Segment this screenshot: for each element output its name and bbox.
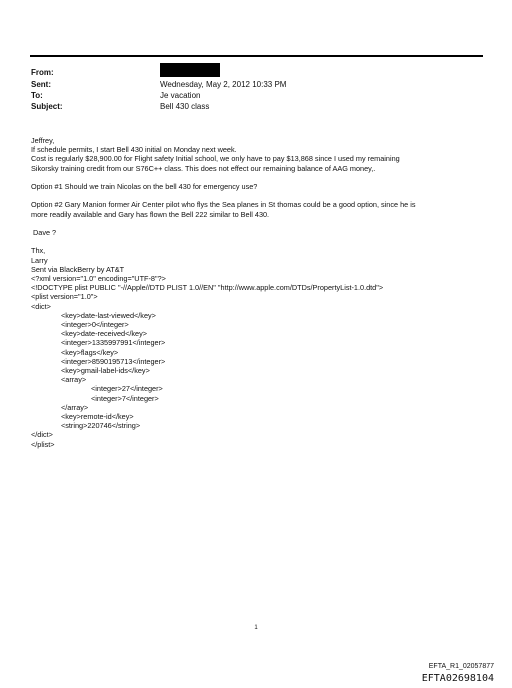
xml-line: <key>gmail-label-ids</key> bbox=[61, 366, 150, 376]
xml-line: <key>date-last-viewed</key> bbox=[61, 310, 156, 320]
xml-line: <?xml version="1.0" encoding="UTF-8"?> bbox=[31, 273, 166, 283]
redaction-box bbox=[160, 63, 220, 77]
sent-label: Sent: bbox=[31, 80, 51, 89]
sent-value: Wednesday, May 2, 2012 10:33 PM bbox=[160, 80, 287, 89]
xml-line: <key>flags</key> bbox=[61, 347, 119, 357]
header-rule bbox=[30, 55, 483, 57]
xml-line: <integer>1335997991</integer> bbox=[61, 338, 166, 348]
xml-line: </plist> bbox=[31, 439, 55, 449]
to-value: Je vacation bbox=[160, 91, 201, 100]
xml-line: <!DOCTYPE plist PUBLIC "-//Apple//DTD PLIST 1.0//EN" "http://www.apple.com/DTDs/PropertyList-1.0.dtd"> bbox=[31, 283, 384, 293]
signoff-name: Larry bbox=[31, 255, 48, 265]
body-line: If schedule permits, I start Bell 430 initial on Monday next week. bbox=[31, 145, 237, 155]
xml-line: <integer>0</integer> bbox=[61, 320, 129, 329]
xml-line: <dict> bbox=[31, 301, 51, 311]
option-2-line: more readily available and Gary has flown the Bell 222 similar to Bell 430. bbox=[31, 209, 270, 219]
to-label: To: bbox=[31, 91, 43, 100]
xml-line: <integer>27</integer> bbox=[91, 384, 163, 394]
option-1: Option #1 Should we train Nicolas on the bell 430 for emergency use? bbox=[31, 182, 258, 191]
option-2-line: Option #2 Gary Manion former Air Center pilot who flys the Sea planes in St thomas could be a good option, since he is bbox=[31, 200, 416, 210]
xml-line: </dict> bbox=[31, 430, 53, 440]
xml-line: </array> bbox=[61, 402, 89, 412]
from-label: From: bbox=[31, 68, 54, 77]
signoff-device: Sent via BlackBerry by AT&T bbox=[31, 264, 125, 274]
page-number: 1 bbox=[254, 625, 258, 631]
xml-line: <string>220746</string> bbox=[61, 421, 141, 431]
dave-question: Dave ? bbox=[33, 227, 57, 237]
xml-line: <key>remote-id</key> bbox=[61, 412, 134, 422]
body-line: Cost is regularly $28,900.00 for Flight safety Initial school, we only have to pay $13,868 since I used my remaining bbox=[31, 154, 400, 164]
subject-value: Bell 430 class bbox=[160, 102, 210, 111]
email-body bbox=[31, 136, 486, 449]
xml-line: <integer>7</integer> bbox=[91, 393, 159, 403]
xml-line: <plist version="1.0"> bbox=[31, 292, 98, 302]
bates-id-small: EFTA_R1_02057877 bbox=[428, 663, 494, 670]
greeting: Jeffrey, bbox=[31, 136, 55, 145]
subject-label: Subject: bbox=[31, 102, 63, 111]
xml-line: <integer>8590195713</integer> bbox=[61, 356, 166, 366]
xml-block bbox=[31, 274, 486, 449]
xml-line: <array> bbox=[61, 375, 87, 385]
body-line: Sikorsky training credit from our S76C++ class. This does not effect our remaining balance of AAG money,. bbox=[31, 163, 376, 173]
bates-id-large: EFTA02698104 bbox=[421, 673, 494, 684]
xml-line: <key>date-received</key> bbox=[61, 329, 147, 339]
signoff-thx: Thx, bbox=[31, 246, 46, 256]
